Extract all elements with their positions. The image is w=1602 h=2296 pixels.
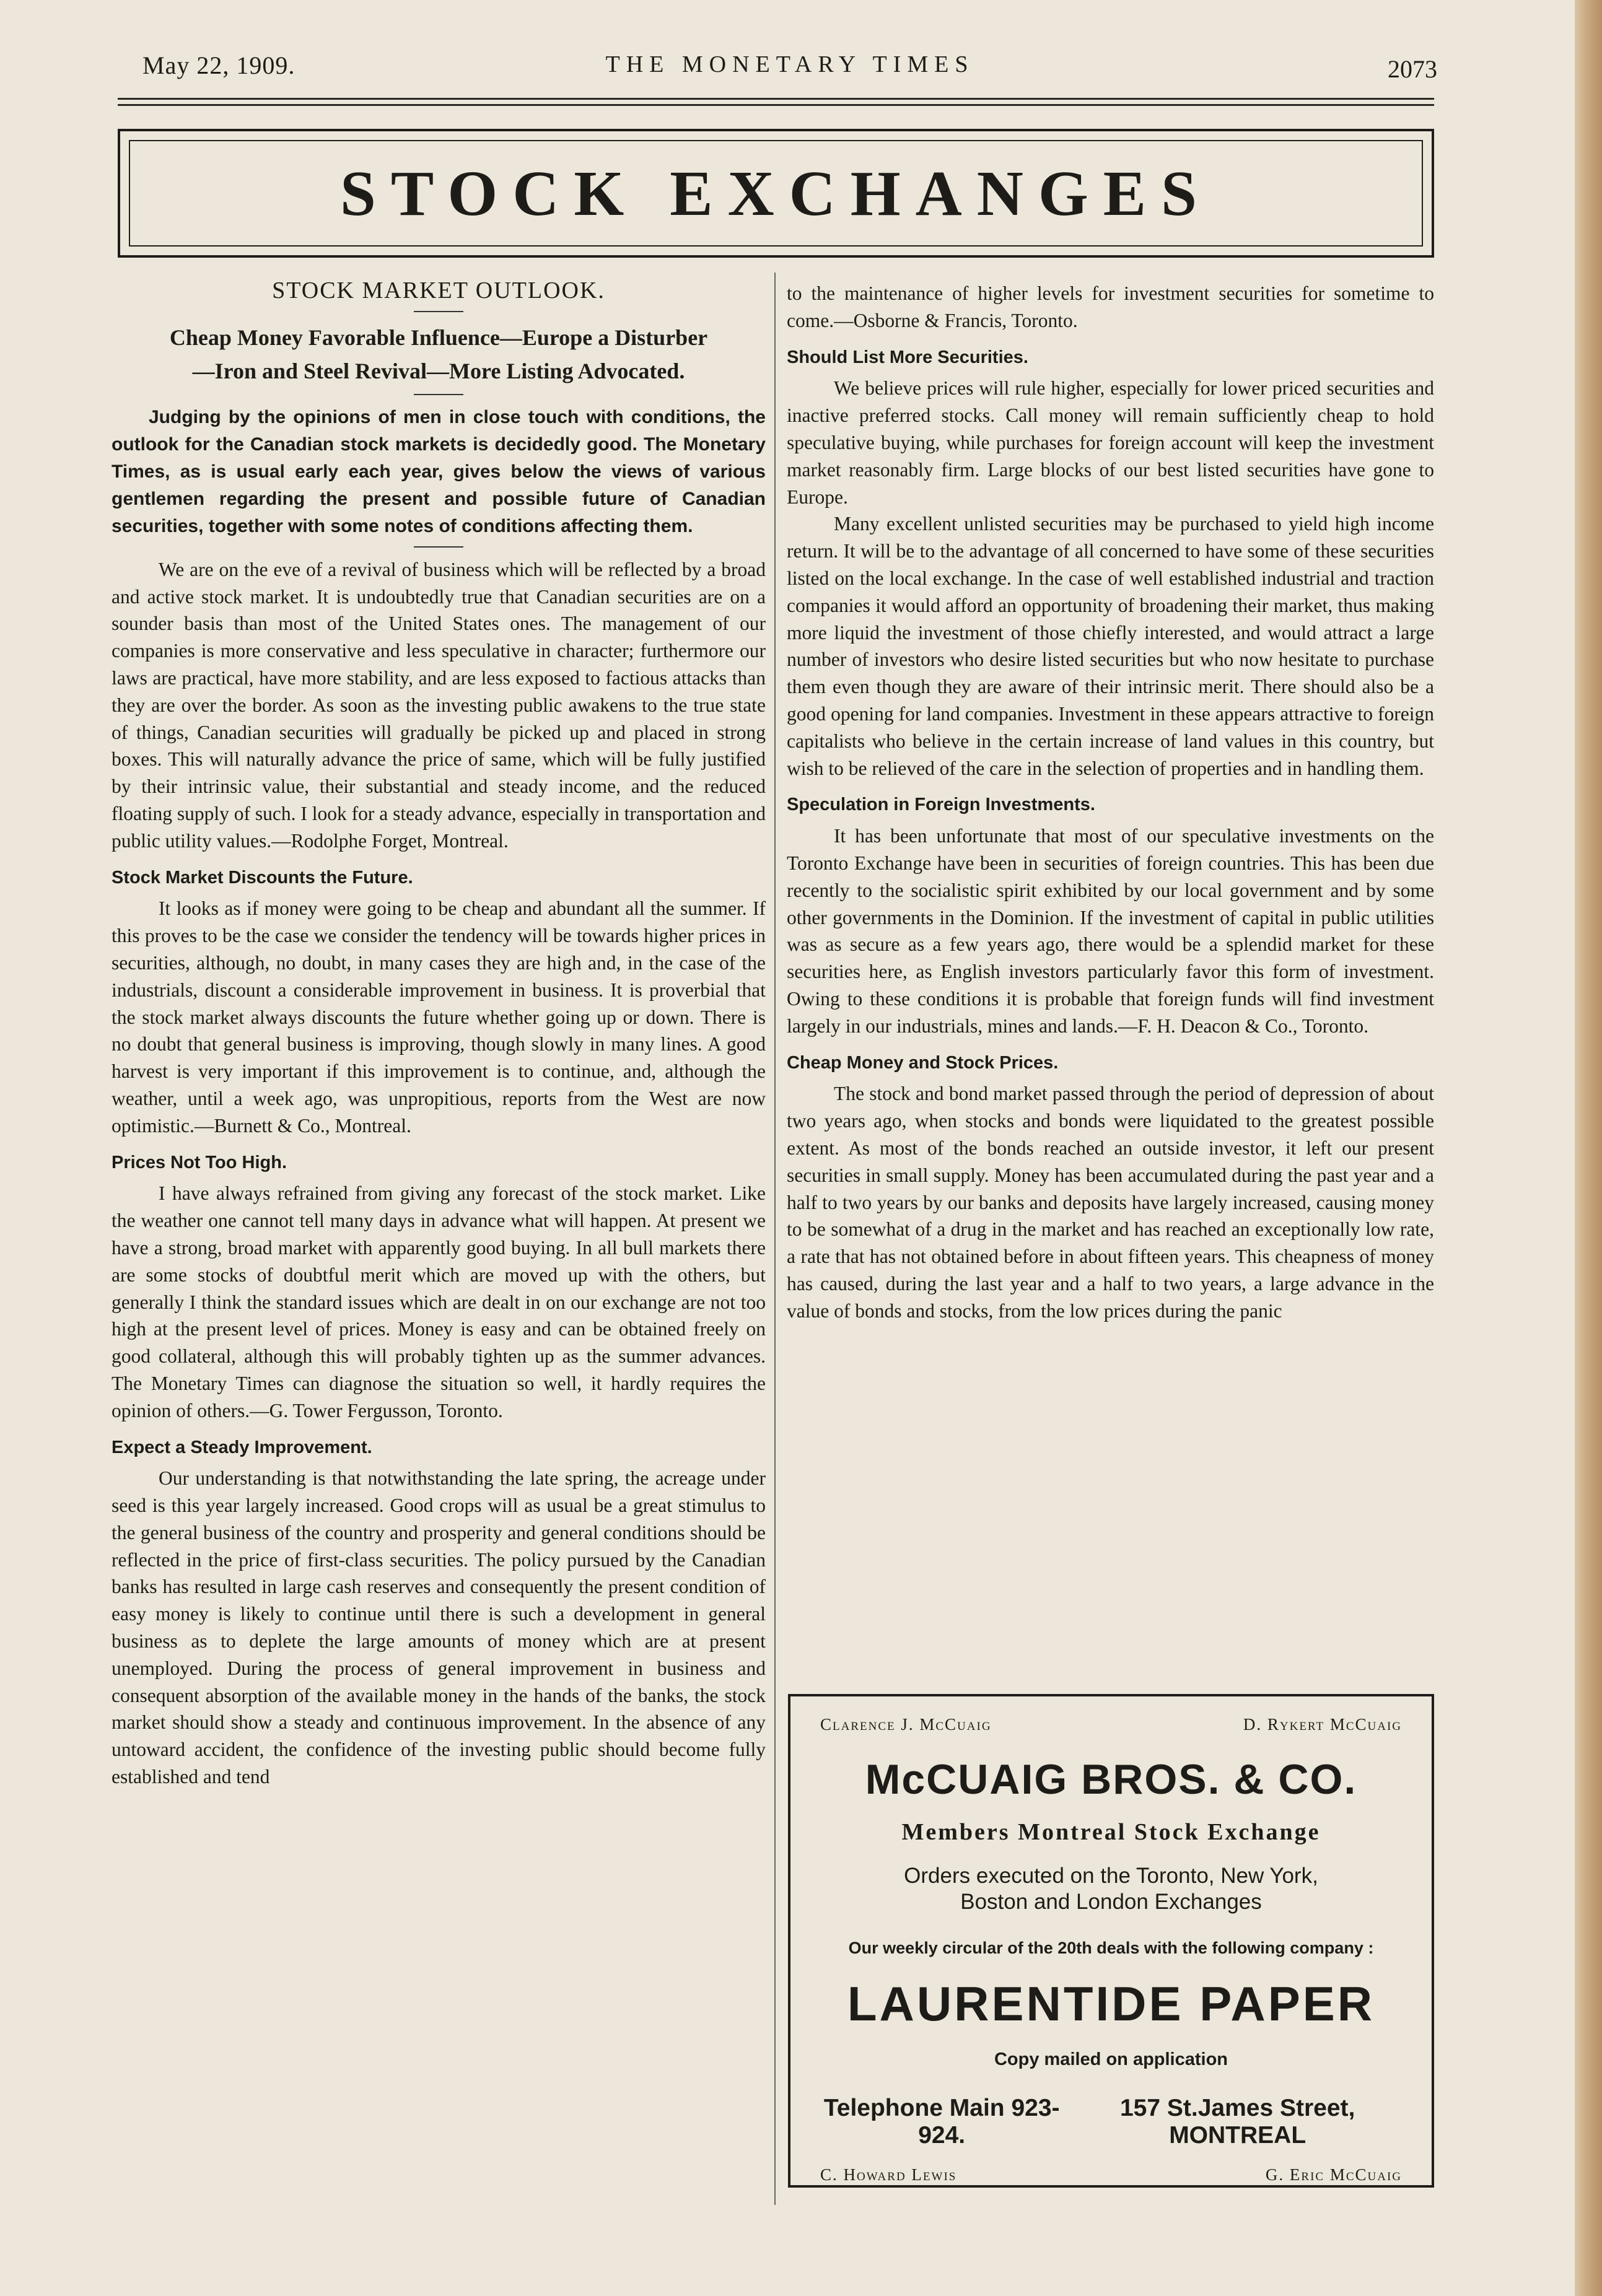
paragraph-forget: We are on the eve of a revival of business which will be reflected by a broad and active stock market. It is undoubtedly true that Canadian securities are on a sounder basis than most of the United States ones. The management of our companies is more conservative and less speculative in character; furthermore our laws are practical, have more stability, and are less exposed to factious attacks than they are over the border. As soon as the investing public awakens to the true state of things, Canadian securities will gradually be picked up and placed in strong boxes. This will naturally advance the price of same, which will be fully justified by their intrinsic value, their substantial and steady income, and the reduced floating supply of such. I look for a steady advance, especially in transportation and public utility values.—Rodolphe Forget, Montreal. — [112, 558, 766, 852]
page-edge — [1575, 0, 1602, 2296]
ad-copy-note: Copy mailed on application — [994, 2049, 1228, 2069]
ad-telephone: Telephone Main 923-924. — [823, 2095, 1060, 2149]
header-rule-2 — [118, 104, 1434, 106]
ad-partner-name: Clarence J. McCuaig — [820, 1715, 992, 1734]
article-subtitle — [112, 321, 766, 388]
ad-partner-name: D. Rykert McCuaig — [1243, 1715, 1402, 1734]
section-title: STOCK EXCHANGES — [339, 157, 1212, 229]
paragraph-cheap-money: The stock and bond market passed through the period of depression of about two years ago, when stocks and bonds were liquidated to the greatest possible extent. As most of the bonds reached an outside investor, it left our present securities in small supply. Money has been accumulated during the past year and a half to two years by our banks and deposits have largely increased, causing money to be somewhat of a drug in the market and has reached an exceptionally low rate, a rate that has not obtained before in about fifteen years. This cheapness of money has caused, during the last year and a half to two years, a large advance in the value of bonds and stocks, from the low prices during the panic — [787, 1083, 1434, 1322]
header-rule — [118, 98, 1434, 100]
ad-membership: Members Montreal Stock Exchange — [901, 1819, 1321, 1845]
subtitle-line-2: —Iron and Steel Revival—More Listing Advocated. — [192, 358, 685, 383]
paragraph-unlisted: Many excellent unlisted securities may be purchased to yield high income return. It will be to the advantage of all concerned to have some of these securities listed on the local exchange. In the case of well established industrial and traction companies it would afford an opportunity of broadening their market, thus making more liquid the investment of those chiefly interested, and would attract a large number of investors who desire listed securities but who now hesitate to purchase them even though they are aware of their intrinsic merit. There should also be a good opening for land companies. Investment in these appears attractive to foreign capitalists who believe in the certain increase of land values in this country, but wish to be relieved of the care in the selection of properties and in handling them. — [787, 513, 1434, 779]
right-column — [787, 280, 1434, 1324]
ad-firm-name: McCUAIG BROS. & CO. — [865, 1756, 1357, 1803]
article-title: STOCK MARKET OUTLOOK. — [272, 277, 605, 303]
left-column — [112, 273, 766, 1791]
lede-paragraph: Judging by the opinions of men in close touch with conditions, the outlook for the Canadian stock markets is decidedly good. The Monetary Times, as is usual early each year, gives below the views of various gentlemen regarding the present and possible future of Canadian securities, together with some notes of conditions affecting them. — [112, 406, 766, 536]
subtitle-rule — [414, 394, 463, 395]
column-divider — [774, 273, 776, 2205]
subhead-discounts-future: Stock Market Discounts the Future. — [112, 867, 413, 888]
ad-partner-name: G. Eric McCuaig — [1265, 2165, 1402, 2184]
ad-address: 157 St.James Street, MONTREAL — [1119, 2095, 1355, 2149]
paragraph-prices-higher: We believe prices will rule higher, especially for lower priced securities and inactive preferred stocks. Call money will remain sufficiently cheap to hold speculative buying, while purchases for foreign account will keep the investment market reasonably firm. Large blocks of our best listed securities have gone to Europe. — [787, 377, 1434, 508]
ad-orders-text: Orders executed on the Toronto, New York, Boston and London Exchanges — [904, 1864, 1318, 1914]
page-number: 2073 — [1388, 55, 1437, 83]
running-head — [142, 51, 1437, 88]
ad-contact-line — [790, 2095, 1432, 2149]
subhead-foreign-investments: Speculation in Foreign Investments. — [787, 795, 1095, 815]
lede-rule — [414, 546, 463, 548]
subhead-prices-not-too-high: Prices Not Too High. — [112, 1152, 287, 1172]
subhead-cheap-money: Cheap Money and Stock Prices. — [787, 1052, 1059, 1073]
article-lede — [112, 404, 766, 540]
banner-inner-frame — [129, 140, 1423, 247]
ad-partner-names-bottom — [790, 2165, 1432, 2185]
ad-featured-company: LAURENTIDE PAPER — [847, 1976, 1375, 2031]
ad-partner-names-top — [790, 1715, 1432, 1734]
subhead-steady-improvement: Expect a Steady Improvement. — [112, 1437, 372, 1457]
title-rule — [414, 311, 463, 312]
section-banner — [118, 129, 1434, 258]
paragraph-osborne: Our understanding is that notwithstanding the late spring, the acreage under seed is this year largely increased. Good crops will as usual be a great stimulus to the general business of the country and prosperity and general conditions should be reflected in the price of first-class securities. The policy pursued by the Canadian banks has resulted in large cash reserves and consequently the present condition of easy money is likely to continue until there is such a development in general business as to deplete the large amounts of money which are at present unemployed. During the process of general improvement in business and consequent absorption of the available money in the hands of the banks, the stock market should show a steady and continuous improvement. In the absence of any untoward accident, the confidence of the investing public should become fully established and tend — [112, 1467, 766, 1788]
paragraph-fergusson: I have always refrained from giving any forecast of the stock market. Like the weather one cannot tell many days in advance what will happen. At present we have a strong, broad market with apparently good buying. In all bull markets there are some stocks of doubtful merit which are moved up with the others, but generally I think the standard issues which are dealt in on our exchange are not too high at the present level of prices. Money is easy and can be obtained freely on good collateral, although this will probably tighten up as the summer advances. The Monetary Times can diagnose the situation so well, it hardly requires the opinion of others.—G. Tower Fergusson, Toronto. — [112, 1182, 766, 1421]
issue-date: May 22, 1909. — [142, 51, 295, 79]
publication-title: THE MONETARY TIMES — [605, 51, 974, 77]
paragraph-burnett: It looks as if money were going to be cheap and abundant all the summer. If this proves to be the case we consider the tendency will be towards higher prices in securities, although, no doubt, in many cases they are high and, in the case of the industrials, discount a considerable improvement in business. It is proverbial that the stock market always discounts the future whether going up or down. There is no doubt that general business is improving, though slowly in many lines. A good harvest is very important if this improvement is to continue, and, although the weather, until a week ago, was unpropitious, reports from the West are now optimistic.—Burnett & Co., Montreal. — [112, 897, 766, 1137]
ad-partner-name: C. Howard Lewis — [820, 2165, 957, 2184]
ad-circular-text: Our weekly circular of the 20th deals with the following company : — [848, 1939, 1374, 1957]
mccuaig-advertisement — [788, 1694, 1434, 2188]
paragraph-osborne-continued: to the maintenance of higher levels for investment securities for sometime to come.—Osborne & Francis, Toronto. — [787, 282, 1434, 331]
subtitle-line-1: Cheap Money Favorable Influence—Europe a Disturber — [169, 325, 708, 350]
paragraph-deacon: It has been unfortunate that most of our speculative investments on the Toronto Exchange have been in securities of foreign countries. This has been due recently to the socialistic spirit exhibited by our local government and by some other governments in the Dominion. If the investment of capital in public utilities was as secure as a few years ago, there would be a splendid market for these securities here, as English investors particularly favor this form of investment. Owing to these conditions it is probable that foreign funds will find investment largely in our industrials, mines and lands.—F. H. Deacon & Co., Toronto. — [787, 825, 1434, 1037]
subhead-list-more: Should List More Securities. — [787, 347, 1028, 367]
